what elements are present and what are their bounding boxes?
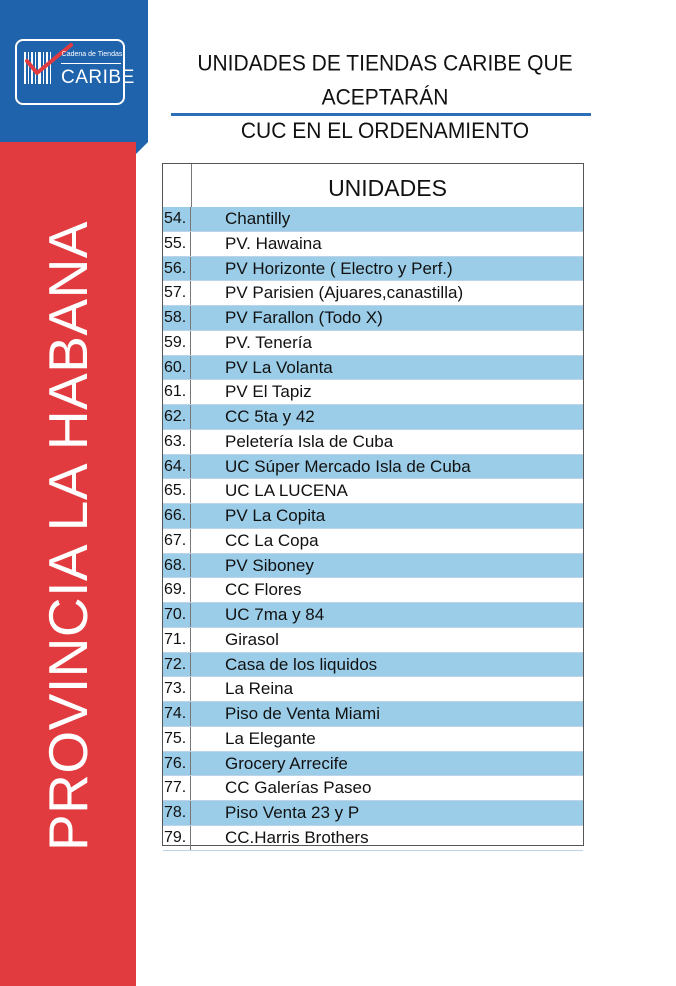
row-unit-name: Peletería Isla de Cuba — [225, 431, 394, 451]
row-number: 60. — [163, 356, 191, 380]
table-row — [163, 752, 583, 777]
table-row — [163, 430, 583, 455]
row-unit-name: UC LA LUCENA — [225, 481, 348, 501]
table-row — [163, 578, 583, 603]
row-unit-name: Chantilly — [225, 209, 291, 228]
row-unit-name: UC Súper Mercado Isla de Cuba — [225, 456, 471, 476]
table-row — [163, 776, 583, 801]
row-number: 54. — [163, 207, 191, 231]
row-number: 78. — [163, 801, 191, 825]
table-body — [163, 207, 583, 851]
title-line-2: CUC EN EL ORDENAMIENTO — [240, 119, 530, 144]
row-unit-name: PV Horizonte ( Electro y Perf.) — [225, 258, 453, 278]
table-row — [163, 504, 583, 529]
table-row — [163, 826, 583, 851]
header-label: UNIDADES — [328, 175, 447, 201]
row-unit-name: PV La Volanta — [225, 357, 333, 377]
row-number: 64. — [163, 455, 191, 479]
row-unit-name: Casa de los liquidos — [225, 654, 378, 674]
table-row — [163, 677, 583, 702]
row-unit-name: CC La Copa — [225, 530, 319, 550]
title-line-1: UNIDADES DE TIENDAS CARIBE QUE ACEPTARÁN — [197, 51, 573, 110]
row-unit-name: CC Galerías Paseo — [225, 778, 372, 798]
row-unit-name: UC 7ma y 84 — [225, 605, 325, 624]
table-row — [163, 727, 583, 752]
row-number: 67. — [163, 529, 191, 553]
table-row — [163, 405, 583, 430]
row-number: 57. — [163, 281, 191, 305]
row-unit-name: Girasol — [225, 629, 279, 649]
logo-brand: CARIBE — [61, 67, 135, 88]
row-number: 58. — [163, 306, 191, 330]
row-number: 74. — [163, 702, 191, 726]
table-row — [163, 306, 583, 331]
row-number: 63. — [163, 430, 191, 454]
page-title — [150, 48, 620, 149]
table-row — [163, 479, 583, 504]
row-number: 69. — [163, 578, 191, 602]
table-row — [163, 628, 583, 653]
row-unit-name: Piso de Venta Miami — [225, 704, 380, 723]
row-number: 59. — [163, 331, 191, 355]
table-row — [163, 257, 583, 282]
row-unit-name: CC 5ta y 42 — [225, 407, 315, 426]
header-number-cell — [163, 164, 192, 207]
caribe-logo — [15, 39, 135, 105]
row-unit-name: PV Parisien (Ajuares,canastilla) — [225, 283, 464, 303]
table-row — [163, 380, 583, 405]
table-row — [163, 554, 583, 579]
row-number: 71. — [163, 628, 191, 652]
logo-panel — [0, 0, 148, 142]
row-number: 55. — [163, 232, 191, 256]
row-number: 77. — [163, 776, 191, 800]
row-number: 62. — [163, 405, 191, 429]
table-row — [163, 702, 583, 727]
side-banner-text: PROVINCIA LA HABANA — [37, 221, 99, 851]
row-number: 76. — [163, 752, 191, 776]
table-row — [163, 529, 583, 554]
table-row — [163, 455, 583, 480]
table-header — [163, 164, 583, 208]
row-number: 68. — [163, 554, 191, 578]
table-row — [163, 232, 583, 257]
row-number: 72. — [163, 653, 191, 677]
table-row — [163, 207, 583, 232]
row-unit-name: PV El Tapiz — [225, 382, 312, 402]
row-number: 75. — [163, 727, 191, 751]
logo-divider — [61, 63, 121, 64]
row-number: 73. — [163, 677, 191, 701]
table-row — [163, 801, 583, 826]
row-number: 65. — [163, 479, 191, 503]
units-table — [162, 163, 584, 846]
row-unit-name: PV. Hawaina — [225, 233, 322, 253]
row-number: 61. — [163, 380, 191, 404]
row-number: 70. — [163, 603, 191, 627]
row-unit-name: CC Flores — [225, 580, 302, 600]
row-number: 56. — [163, 257, 191, 281]
row-unit-name: PV La Copita — [225, 506, 326, 525]
title-underline — [171, 113, 591, 116]
row-unit-name: CC.Harris Brothers — [225, 827, 369, 847]
logo-tail-shape — [136, 142, 148, 154]
row-number: 66. — [163, 504, 191, 528]
logo-tagline: Cadena de Tiendas — [61, 51, 123, 58]
row-unit-name: Piso Venta 23 y P — [225, 803, 360, 822]
table-row — [163, 603, 583, 628]
row-unit-name: La Elegante — [225, 728, 316, 748]
table-row — [163, 653, 583, 678]
table-row — [163, 356, 583, 381]
row-number: 79. — [163, 826, 191, 850]
table-row — [163, 331, 583, 356]
row-unit-name: PV. Tenería — [225, 332, 312, 352]
row-unit-name: PV Siboney — [225, 555, 314, 575]
row-unit-name: La Reina — [225, 679, 294, 699]
table-row — [163, 281, 583, 306]
row-unit-name: PV Farallon (Todo X) — [225, 308, 383, 327]
row-unit-name: Grocery Arrecife — [225, 753, 348, 773]
